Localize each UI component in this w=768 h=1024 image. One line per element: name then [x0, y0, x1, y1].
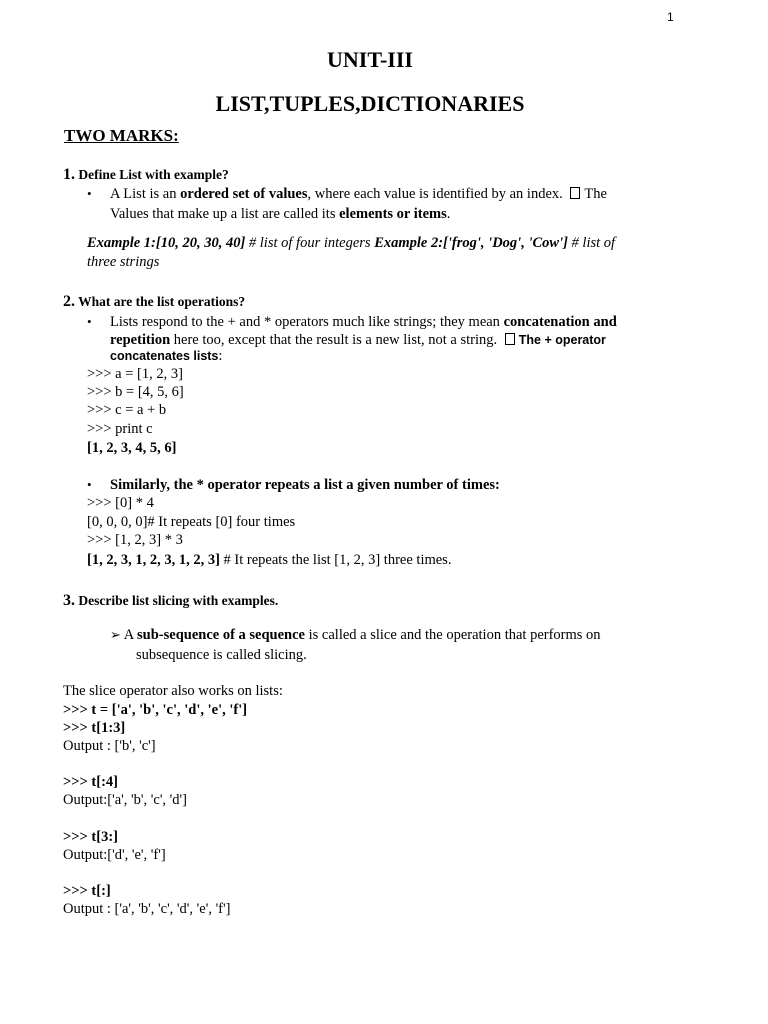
- code-line: >>> t = ['a', 'b', 'c', 'd', 'e', 'f']: [63, 702, 248, 718]
- section-heading: TWO MARKS:: [64, 126, 179, 145]
- q2-bullet-line-3: [110, 348, 222, 365]
- code-line: >>> print c: [87, 421, 153, 437]
- code-result: [1, 2, 3, 4, 5, 6]: [87, 440, 177, 456]
- example-label: Example 2:['frog', 'Dog', 'Cow']: [374, 235, 568, 251]
- bold-text: repetition: [110, 332, 171, 348]
- bold-text: concatenation and: [503, 314, 617, 330]
- q2-bullet-line-1: [110, 314, 617, 331]
- text: , where each value is identified by an index.: [307, 186, 567, 202]
- code-line: >>> [1, 2, 3] * 3: [87, 532, 183, 548]
- bold-text: ordered set of values: [180, 186, 308, 202]
- text: Values that make up a list are called its: [110, 206, 340, 222]
- q2-bullet-2: Similarly, the * operator repeats a list a given number of times:: [110, 477, 500, 493]
- missing-glyph-icon: [570, 187, 580, 199]
- question-1: [63, 166, 229, 184]
- q1-example-line-1: [87, 235, 615, 252]
- output-line: Output : ['a', 'b', 'c', 'd', 'e', 'f']: [63, 901, 231, 917]
- bold-text: The + operator: [518, 333, 606, 347]
- example-label: Example 1:[10, 20, 30, 40]: [87, 235, 246, 251]
- text: A List is an: [110, 186, 181, 202]
- text: here too, except that the result is a new list, not a string.: [170, 332, 501, 348]
- page-number: 1: [667, 10, 674, 24]
- text: # list of: [567, 235, 616, 251]
- output-line: Output : ['b', 'c']: [63, 738, 156, 754]
- text: is called a slice and the operation that performs on: [305, 627, 601, 643]
- bold-text: sub-sequence of a sequence: [137, 627, 305, 643]
- missing-glyph-icon: [505, 333, 515, 345]
- text: :: [218, 348, 223, 364]
- question-number: 1.: [63, 166, 75, 183]
- arrow-bullet-icon: ➢: [110, 627, 121, 642]
- bullet-icon: •: [87, 314, 92, 329]
- question-number: 2.: [63, 293, 75, 310]
- q1-bullet-line-2: [110, 206, 450, 223]
- question-2: [63, 293, 245, 311]
- text: Lists respond to the + and * operators much like strings; they mean: [110, 314, 504, 330]
- output-line: Output:['d', 'e', 'f']: [63, 847, 166, 863]
- code-line: >>> t[1:3]: [63, 720, 126, 736]
- bullet-icon: •: [87, 477, 92, 492]
- question-text: Describe list slicing with examples.: [78, 593, 279, 608]
- q2-bullet-line-2: [110, 332, 606, 349]
- page-title: UNIT-III: [326, 47, 413, 72]
- q1-bullet-line-1: [110, 186, 607, 203]
- code-line: >>> a = [1, 2, 3]: [87, 366, 183, 382]
- output-line: Output:['a', 'b', 'c', 'd']: [63, 792, 187, 808]
- code-line: >>> [0] * 4: [87, 495, 154, 511]
- code-line: >>> t[:4]: [63, 774, 118, 790]
- bold-text: elements or items: [339, 206, 447, 222]
- text: # list of four integers: [245, 235, 375, 251]
- text: The: [584, 186, 607, 202]
- bullet-icon: •: [87, 186, 92, 201]
- q3-arrow-line-1: [110, 627, 601, 644]
- text: A: [120, 627, 138, 643]
- code-line: >>> t[:]: [63, 883, 111, 899]
- question-number: 3.: [63, 592, 75, 609]
- code-line: >>> b = [4, 5, 6]: [87, 384, 184, 400]
- question-text: Define List with example?: [78, 167, 229, 182]
- question-text: What are the list operations?: [78, 294, 246, 309]
- q1-example-line-2: three strings: [87, 254, 160, 270]
- question-3: [63, 592, 278, 610]
- bold-text: [1, 2, 3, 1, 2, 3, 1, 2, 3]: [87, 552, 220, 568]
- text: .: [446, 206, 451, 222]
- code-line: [0, 0, 0, 0]# It repeats [0] four times: [87, 514, 296, 530]
- code-line: >>> t[3:]: [63, 829, 118, 845]
- code-line: >>> c = a + b: [87, 402, 167, 418]
- q3-intro: The slice operator also works on lists:: [63, 683, 283, 699]
- bold-text: concatenates lists: [110, 349, 219, 363]
- code-result: [87, 552, 451, 569]
- q3-arrow-line-2: subsequence is called slicing.: [136, 647, 307, 663]
- page-subtitle: LIST,TUPLES,DICTIONARIES: [215, 91, 525, 116]
- text: # It repeats the list [1, 2, 3] three times.: [219, 552, 452, 568]
